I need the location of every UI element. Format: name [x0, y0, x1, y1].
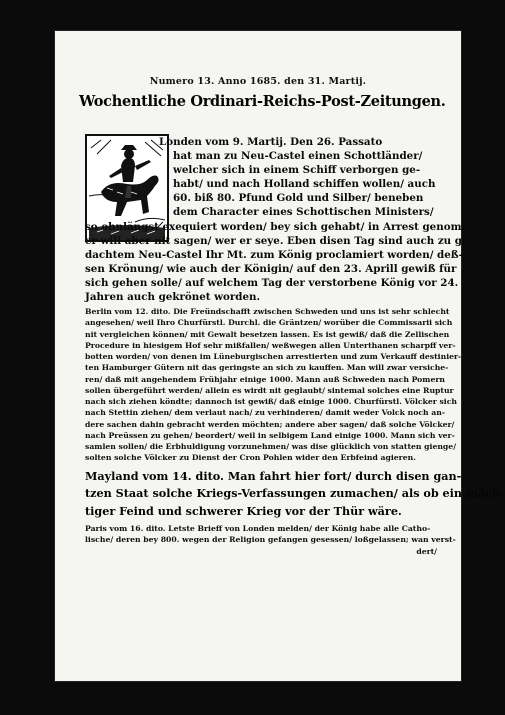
text-line: nit vergleichen können/ mit Gewalt besetzen lassen. Es ist gewiß/ daß die Zellischen [85, 329, 450, 339]
london-report [85, 135, 491, 304]
text-line: er will aber nit sagen/ wer er seye. Eben disen Tag sind auch zu ge- [85, 234, 473, 247]
berlin-report [85, 306, 462, 464]
text-line: dert/ [416, 546, 437, 556]
text-line: 60. biß 80. Pfund Gold und Silber/ beneben [173, 192, 424, 205]
text-line: Londen vom 9. Martij. Den 26. Passato [159, 136, 383, 148]
text-line: nach sich ziehen köndte; dannoch ist gewiß/ daß einige 1000. Churfürstl. Völcker sich [85, 397, 458, 406]
text-line: ren/ daß mit angehendem Frühjahr einige 1000. Mann auß Schweden nach Pomern [85, 374, 445, 384]
text-line: hat man zu Neu-Castel einen Schottländer/ [173, 150, 423, 163]
newspaper-title: Wochentliche Ordinari-Reichs-Post-Zeitungen. [79, 93, 446, 110]
paris-report [85, 523, 456, 557]
text-line: dem Character eines Schottischen Ministers/ [173, 206, 434, 219]
text-line: dere sachen dahin gebracht werden möchten; andere aber sagen/ daß solche Völcker/ [85, 419, 455, 429]
text-line: sollen übergeführt werden/ allein es wirdt nit geglaubt/ sintemal solches eine Ruptur [85, 385, 454, 395]
text-line: sich gehen solle/ auf welchem Tag der verstorbene König vor 24. [85, 276, 459, 289]
text-line: welcher sich in einem Schiff verborgen ge- [173, 164, 421, 177]
text-line: Berlin vom 12. dito. Die Freündschafft zwischen Schweden und uns ist sehr schlecht [85, 307, 450, 316]
text-line: dachtem Neu-Castel Ihr Mt. zum König proclamiert worden/ deß- [85, 248, 463, 261]
text-line: Paris vom 16. dito. Letste Brieff von Londen melden/ der König habe alle Catho- [85, 524, 431, 533]
text-line: ten Hamburger Gütern nit das geringste an sich zu kauffen. Man will zwar versiche- [85, 363, 449, 373]
text-line: angesehen/ weil Ihro Churfürstl. Durchl. die Gräntzen/ worüber die Commissarii sich [85, 318, 453, 328]
text-line: habt/ und nach Holland schiffen wollen/ auch [173, 178, 436, 191]
text-line: botten worden/ von denen im Lüneburgischen arrestierten und zum Verkauff destinier- [85, 352, 462, 361]
text-line: samlen sollen/ die Erbhuldigung vorzunehmen/ was dise glücklich von statten gienge/ [85, 442, 456, 451]
issue-header: Numero 13. Anno 1685. den 31. Martij. [149, 76, 367, 87]
text-line: nach Stettin ziehen/ dem verlaut nach/ zu verhinderen/ damit weder Volck noch an- [85, 408, 446, 418]
text-line: sen Krönung/ wie auch der Königin/ auf den 23. Aprill gewiß für [85, 262, 457, 275]
text-line: Procedure in hiesigem Hof sehr mißfallen/ weßwegen allen Unterthanen scharpff ver- [85, 340, 456, 350]
text-line: tzen Staat solche Kriegs-Verfassungen zumachen/ als ob ein mäch- [85, 486, 505, 501]
text-line: tiger Feind und schwerer Krieg vor der Thür wäre. [85, 503, 402, 518]
text-line: solten solche Völcker zu Dienst der Cron Pohlen wider den Erbfeind agieren. [85, 453, 416, 463]
text-line: lische/ deren bey 800. wegen der Religion gefangen gesessen/ loßgelassen; wan verst- [85, 535, 456, 545]
mayland-report [85, 468, 505, 520]
newspaper-page [55, 31, 505, 681]
text-line: so ohnlängst exequiert worden/ bey sich gehabt/ in Arrest genommen/ [85, 220, 491, 233]
text-line: Mayland vom 14. dito. Man fahrt hier fort/ durch disen gan- [85, 469, 462, 483]
text-line: nach Preüssen zu gehen/ beordert/ weil in selbigem Land einige 1000. Mann sich ver- [85, 430, 455, 440]
text-line: Jahren auch gekrönet worden. [85, 291, 261, 304]
